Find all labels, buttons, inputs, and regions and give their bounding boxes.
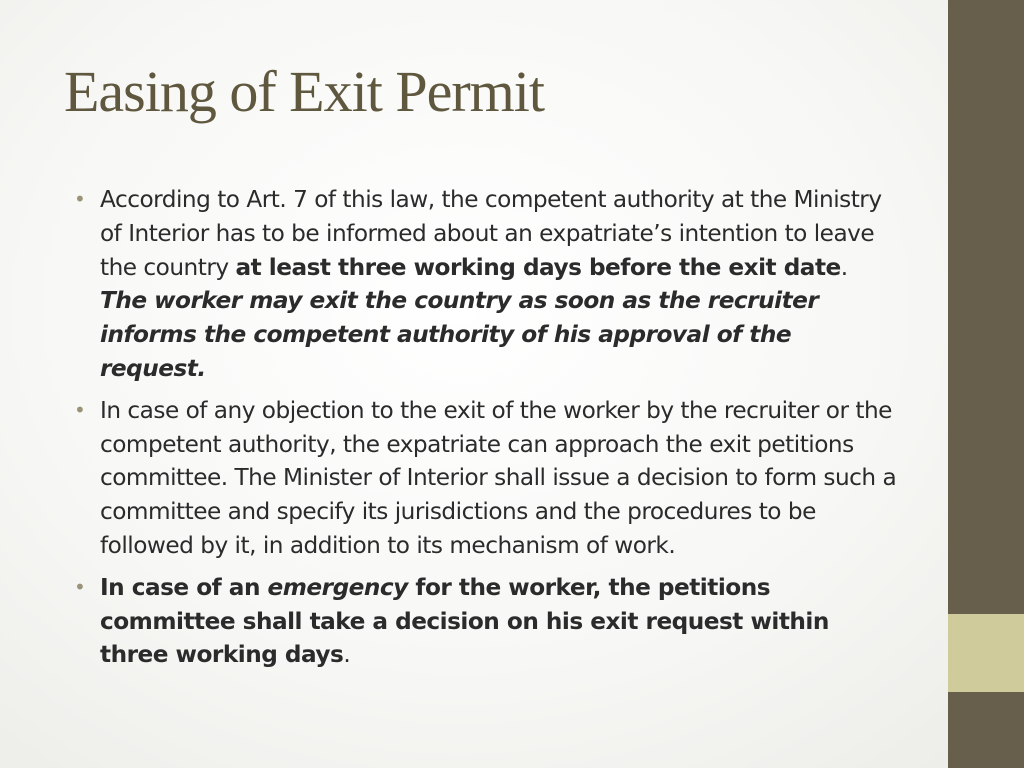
bullet-1-bold-italic-text: The worker may exit the country as soon as the recruiter informs the competent authority of his approval of the request. <box>100 287 819 382</box>
bullet-icon: • <box>74 187 86 211</box>
bullet-2-text: In case of any objection to the exit of the worker by the recruiter or the competent authority, the expatriate can approach the exit petitions committee. The Minister of Interior shall issue a decision to form such a committee and specify its jurisdictions and the procedures to be followed by it, in addition to its mechanism of work. <box>100 396 897 559</box>
bullet-1-text-2: . <box>840 253 848 281</box>
bullet-item-1 <box>74 183 900 386</box>
bullet-3-bold-text-2: for the worker, the petitions committee shall take a decision on his exit request within three working days <box>100 573 829 669</box>
bullet-item-2 <box>74 394 900 563</box>
bullet-3-text-end: . <box>343 641 351 669</box>
bullet-icon: • <box>74 574 86 599</box>
sidebar-accent-block <box>948 614 1024 692</box>
decorative-sidebar <box>948 0 1024 768</box>
bullet-3-bold-text-1: In case of an <box>100 573 268 601</box>
bullet-1-bold-text: at least three working days before the exit date <box>235 253 841 281</box>
bullet-item-3 <box>74 571 900 672</box>
bullet-1-text-1: According to Art. 7 of this law, the competent authority at the Ministry of Interior has to be informed about an expatriate’s intention to leave the country <box>100 186 882 281</box>
slide-title: Easing of Exit Permit <box>64 59 544 124</box>
bullet-3-bold-italic-text: emergency <box>267 573 408 601</box>
bullet-icon: • <box>74 397 86 422</box>
bullet-list <box>74 183 900 680</box>
